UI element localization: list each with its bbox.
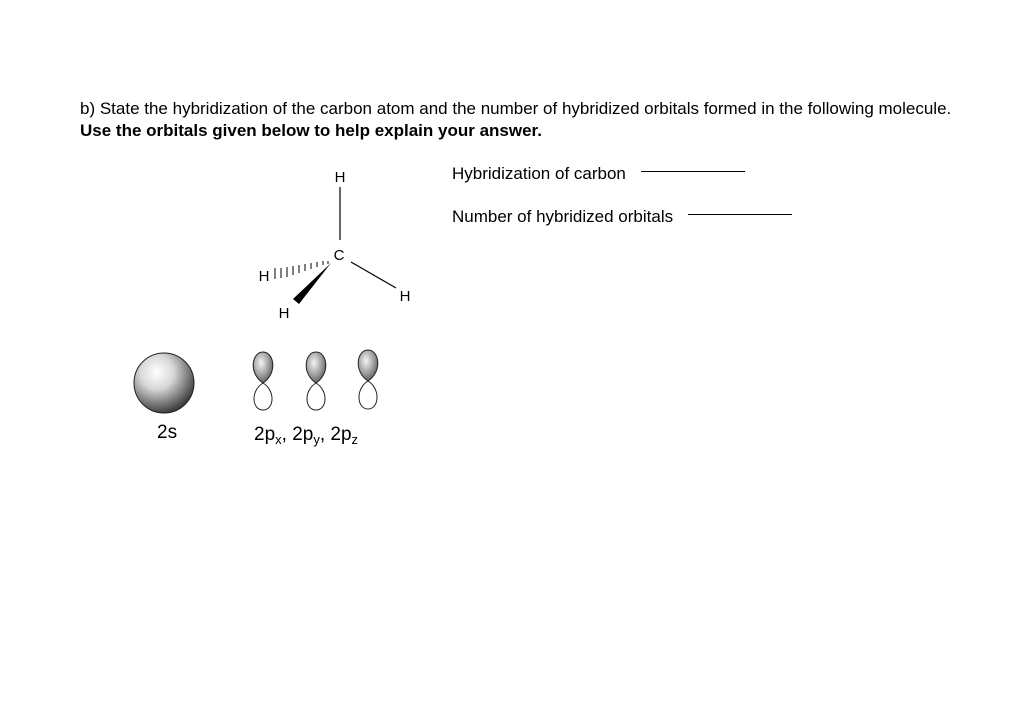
atom-top-hydrogen: H [334, 169, 346, 186]
p-orbital-labels [254, 424, 358, 446]
p-label-y: $2p_y$, [292, 424, 326, 447]
atom-carbon: C [333, 247, 345, 264]
p-label-x: $2p_x$, [254, 424, 287, 447]
methane-molecule [259, 169, 411, 322]
s-orbital-sphere [134, 353, 194, 413]
bond-right [351, 262, 396, 288]
p-label-z: $2p_z$ [330, 424, 359, 447]
p-orbital-x [253, 352, 273, 410]
p-orbital-z [358, 350, 378, 409]
s-orbital-label: 2s [157, 422, 178, 443]
question-emphasis: Use the orbitals given below to help explain your answer. [80, 121, 542, 140]
atom-hashed-hydrogen: H [258, 268, 270, 285]
hybridized-orbitals-label: Number of hybridized orbitals [452, 207, 674, 226]
question-prefix: b) State the hybridization of the carbon atom and the number of hybridized orbitals formed in the following molecule. [80, 99, 952, 118]
atom-right-hydrogen: H [399, 288, 411, 305]
hybridization-label: Hybridization of carbon [452, 164, 626, 183]
p-orbital-y [306, 352, 326, 410]
atom-wedge-hydrogen: H [278, 305, 290, 322]
